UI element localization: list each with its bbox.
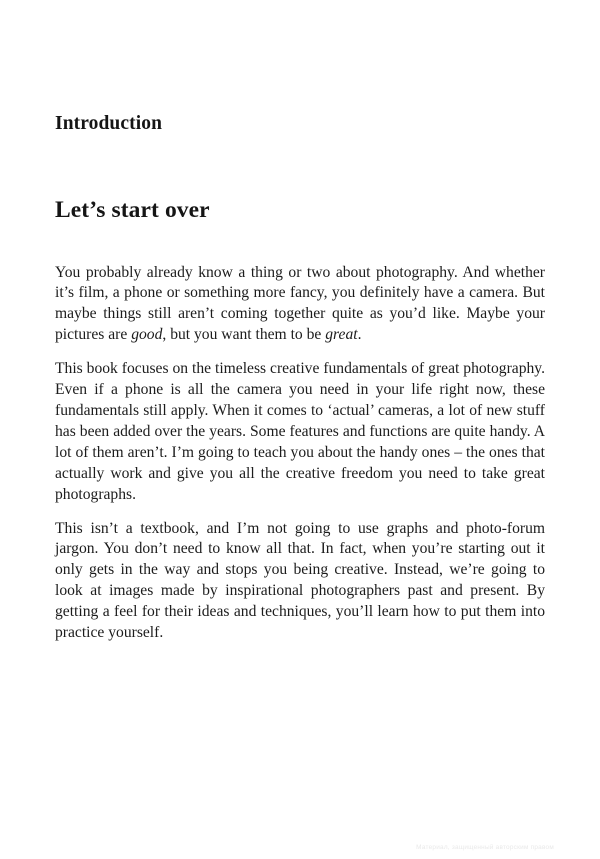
- section-title: Let’s start over: [55, 197, 210, 224]
- emphasised-text: great: [325, 326, 358, 344]
- paragraph: This isn’t a textbook, and I’m not going to use graphs and photo-forum jargon. You don’t need to know all that. In fact, when you’re starting out it only gets in the way and stops you being creative. Instead, we’re going to look at images made by inspirational photographers past and present. By getting a feel for their ideas and techniques, you’ll learn how to put them into practice yourself.: [55, 519, 545, 642]
- paragraph: This book focuses on the timeless creative fundamentals of great photography. Even if a phone is all the camera you need in your life right now, these fundamentals still apply. When it comes to ‘actual’ cameras, a lot of new stuff has been added over the years. Some features and functions are quite handy. A lot of them aren’t. I’m going to teach you about the handy ones – the ones that actually work and give you all the creative freedom you need to take great photographs.: [55, 360, 545, 503]
- body-text-block: [55, 225, 545, 644]
- paragraph: You probably already know a thing or two about photography. And whether it’s film, a phone or something more fancy, you definitely have a camera. But maybe things still aren’t coming together quite as you’d like. Maybe your pictures are good, but you want them to be great.: [55, 263, 545, 344]
- chapter-label: Introduction: [55, 113, 163, 134]
- text-column: [55, 0, 545, 644]
- emphasised-text: good: [131, 326, 163, 344]
- copyright-watermark: Материал, защищенный авторским правом: [416, 844, 554, 851]
